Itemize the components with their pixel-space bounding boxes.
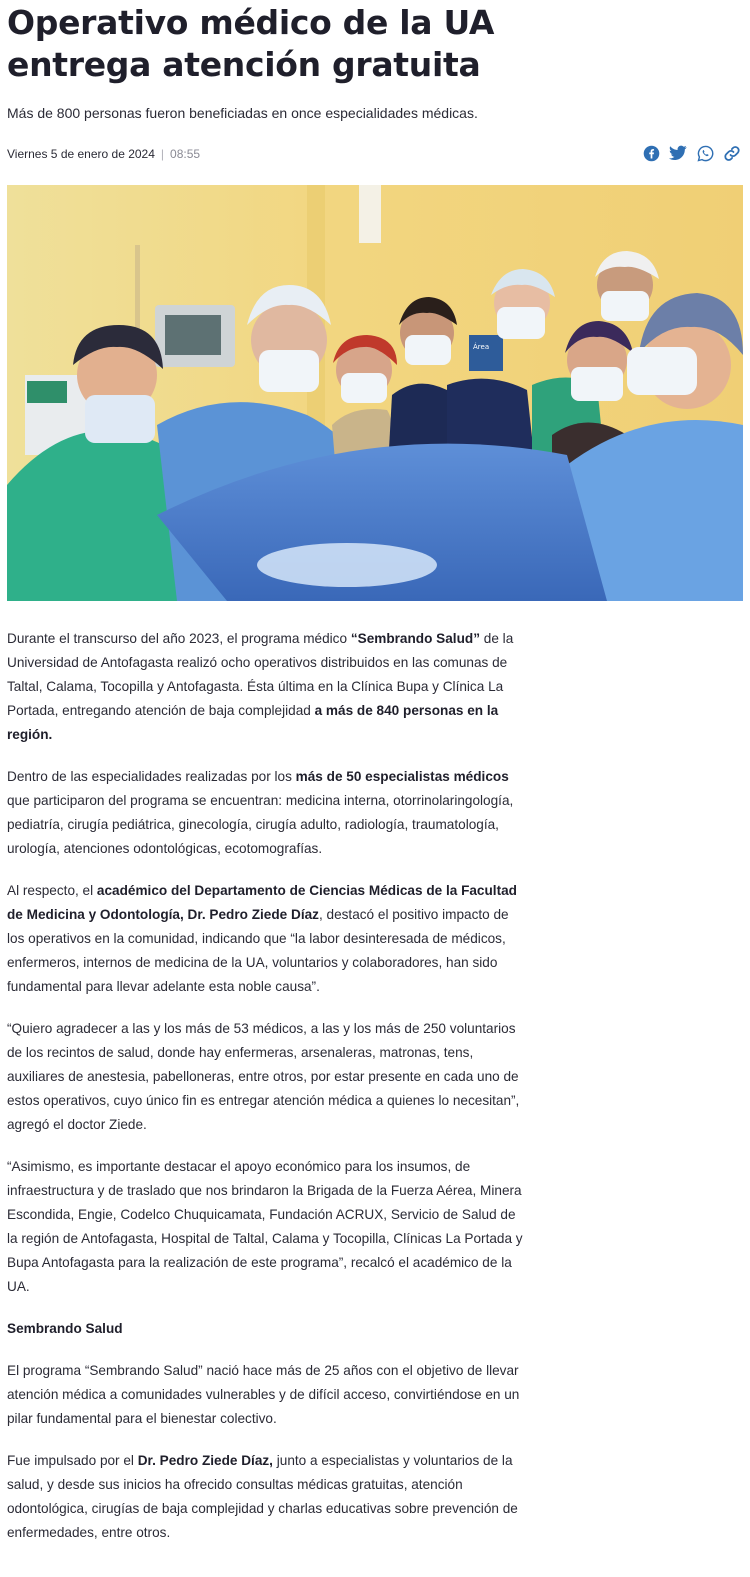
- meta-separator: |: [160, 147, 165, 161]
- paragraph-3: Al respecto, el académico del Departamento de Ciencias Médicas de la Facultad de Medicina y Odontología, Dr. Pedro Ziede Díaz, destacó el positivo impacto de los operativos en la comunidad, indicando que “la labor desinteresada de médicos, enfermeros, internos de medicina de la UA, voluntarios y colaboradores, han sido fundamental para llevar adelante esta noble causa”.: [7, 883, 517, 994]
- link-icon[interactable]: [723, 144, 741, 162]
- paragraph-2: Dentro de las especialidades realizadas por los más de 50 especialistas médicos que participaron del programa se encuentran: medicina interna, otorrinolaringología, pediatría, cirugía pediátrica, ginecología, cirugía adulto, radiología, traumatología, urología, atenciones odontológicas, ecotomografías.: [7, 769, 514, 856]
- article-photo: [7, 185, 743, 601]
- article-meta: [7, 144, 743, 164]
- share-bar: [642, 144, 741, 162]
- wall-sign-text: Área: [473, 343, 490, 351]
- paragraph-4: “Quiero agradecer a las y los más de 53 médicos, a las y los más de 250 voluntarios de los recintos de salud, donde hay enfermeras, arsenaleras, matronas, tens, auxiliares de anestesia, pabelloneras, entre otros, por estar presente en cada uno de estos operativos, cuyo único fin es entregar atención médica a quienes lo necesitan”, agregó el doctor Ziede.: [7, 1021, 520, 1132]
- article-title: Operativo médico de la UA entrega atención gratuita: [7, 3, 495, 84]
- facebook-icon[interactable]: [642, 144, 660, 162]
- twitter-icon[interactable]: [669, 144, 687, 162]
- article-subtitle: Más de 800 personas fueron beneficiadas en once especialidades médicas.: [7, 105, 478, 121]
- paragraph-1: Durante el transcurso del año 2023, el programa médico “Sembrando Salud” de la Universidad de Antofagasta realizó ocho operativos distribuidos en las comunas de Taltal, Calama, Tocopilla y Antofagasta. Ésta última en la Clínica Bupa y Clínica La Portada, entregando atención de baja complejidad a más de 840 personas en la región.: [7, 631, 514, 742]
- whatsapp-icon[interactable]: [696, 144, 714, 162]
- article-time: 08:55: [170, 147, 201, 161]
- paragraph-6: El programa “Sembrando Salud” nació hace más de 25 años con el objetivo de llevar atención médica a comunidades vulnerables y de difícil acceso, convirtiéndose en un pilar fundamental para el bienestar colectivo.: [7, 1363, 520, 1426]
- section-heading: Sembrando Salud: [7, 1321, 123, 1336]
- article-body: [7, 627, 523, 1545]
- paragraph-5: “Asimismo, es importante destacar el apoyo económico para los insumos, de infraestructura y de traslado que nos brindaron la Brigada de la Fuerza Aérea, Minera Escondida, Engie, Codelco Chuquicamata, Fundación ACRUX, Servicio de Salud de la región de Antofagasta, Hospital de Taltal, Calama y Tocopilla, Clínicas La Portada y Bupa Antofagasta para la realización de este programa”, recalcó el académico de la UA.: [7, 1159, 523, 1294]
- meta-row: [7, 144, 743, 166]
- article-date: Viernes 5 de enero de 2024: [7, 147, 155, 161]
- paragraph-7: Fue impulsado por el Dr. Pedro Ziede Díaz, junto a especialistas y voluntarios de la salud, y desde sus inicios ha ofrecido consultas médicas gratuitas, atención odontológica, cirugías de baja complejidad y charlas educativas sobre prevención de enfermedades, entre otros.: [7, 1453, 518, 1540]
